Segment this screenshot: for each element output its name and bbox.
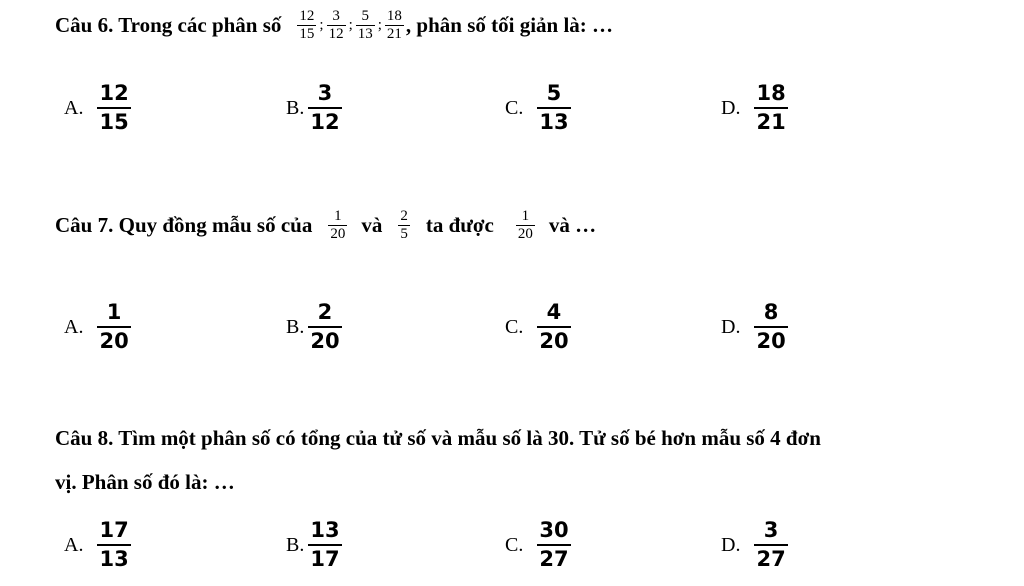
option-c[interactable] xyxy=(505,78,571,138)
option-fraction: $\frac{3}{27}$ xyxy=(756,518,786,571)
option-fraction: $\frac{8}{20}$ xyxy=(756,300,786,353)
question-6-label: Câu 6. xyxy=(55,13,114,37)
option-letter: B. xyxy=(286,315,305,338)
fraction: $\frac{1}{20}$ xyxy=(330,208,346,242)
option-letter: C. xyxy=(505,533,524,556)
option-letter: A. xyxy=(64,96,84,119)
option-d[interactable] xyxy=(721,297,788,357)
option-letter: C. xyxy=(505,315,524,338)
separator: ; xyxy=(348,17,353,33)
separator: ; xyxy=(319,17,324,33)
question-6-options xyxy=(0,78,1024,138)
text-mid: ta được xyxy=(425,213,494,237)
option-b[interactable] xyxy=(286,78,342,138)
option-c[interactable] xyxy=(505,297,571,357)
option-fraction: $\frac{4}{20}$ xyxy=(539,300,569,353)
question-7-stem xyxy=(55,208,596,243)
option-fraction: $\frac{1}{20}$ xyxy=(99,300,129,353)
option-b[interactable] xyxy=(286,515,342,575)
option-letter: A. xyxy=(64,533,84,556)
option-fraction: $\frac{30}{27}$ xyxy=(539,518,569,571)
question-7-label: Câu 7. xyxy=(55,213,114,237)
fraction: $\frac{2}{5}$ xyxy=(400,208,408,242)
question-7-options xyxy=(0,297,1024,357)
option-b[interactable] xyxy=(286,297,342,357)
option-a[interactable] xyxy=(64,78,131,138)
option-fraction: $\frac{3}{12}$ xyxy=(310,81,340,134)
fraction: $\frac{1}{20}$ xyxy=(517,208,533,242)
separator: ; xyxy=(377,17,382,33)
question-8-stem xyxy=(55,426,821,451)
option-fraction: $\frac{13}{17}$ xyxy=(310,518,340,571)
question-6-text-before: Trong các phân số xyxy=(113,13,282,37)
option-d[interactable] xyxy=(721,515,788,575)
option-fraction: $\frac{12}{15}$ xyxy=(99,81,129,134)
option-fraction: $\frac{2}{20}$ xyxy=(310,300,340,353)
option-letter: D. xyxy=(721,315,741,338)
option-a[interactable] xyxy=(64,297,131,357)
option-d[interactable] xyxy=(721,78,788,138)
question-8-line2: vị. Phân số đó là: … xyxy=(55,470,235,494)
fraction: $\frac{5}{13}$ xyxy=(357,8,373,42)
option-c[interactable] xyxy=(505,515,571,575)
option-letter: A. xyxy=(64,315,84,338)
question-8-label: Câu 8. xyxy=(55,426,114,450)
fraction: $\frac{12}{15}$ xyxy=(299,8,315,42)
option-fraction: $\frac{18}{21}$ xyxy=(756,81,786,134)
option-fraction: $\frac{17}{13}$ xyxy=(99,518,129,571)
question-7-text-before: Quy đồng mẫu số của xyxy=(113,213,313,237)
option-letter: C. xyxy=(505,96,524,119)
question-8-line1: Tìm một phân số có tổng của tử số và mẫu số là 30. Tử số bé hơn mẫu số 4 đơn xyxy=(113,426,821,450)
option-letter: B. xyxy=(286,96,305,119)
fraction: $\frac{18}{21}$ xyxy=(386,8,402,42)
option-fraction: $\frac{5}{13}$ xyxy=(539,81,569,134)
word-and: và xyxy=(361,213,383,237)
question-8-options xyxy=(0,515,1024,575)
question-7-text-after: và … xyxy=(548,213,597,237)
option-letter: D. xyxy=(721,533,741,556)
option-letter: D. xyxy=(721,96,741,119)
question-6-text-after: , phân số tối giản là: … xyxy=(405,13,614,37)
option-a[interactable] xyxy=(64,515,131,575)
question-6-stem xyxy=(55,8,613,43)
option-letter: B. xyxy=(286,533,305,556)
fraction: $\frac{3}{12}$ xyxy=(328,8,344,42)
